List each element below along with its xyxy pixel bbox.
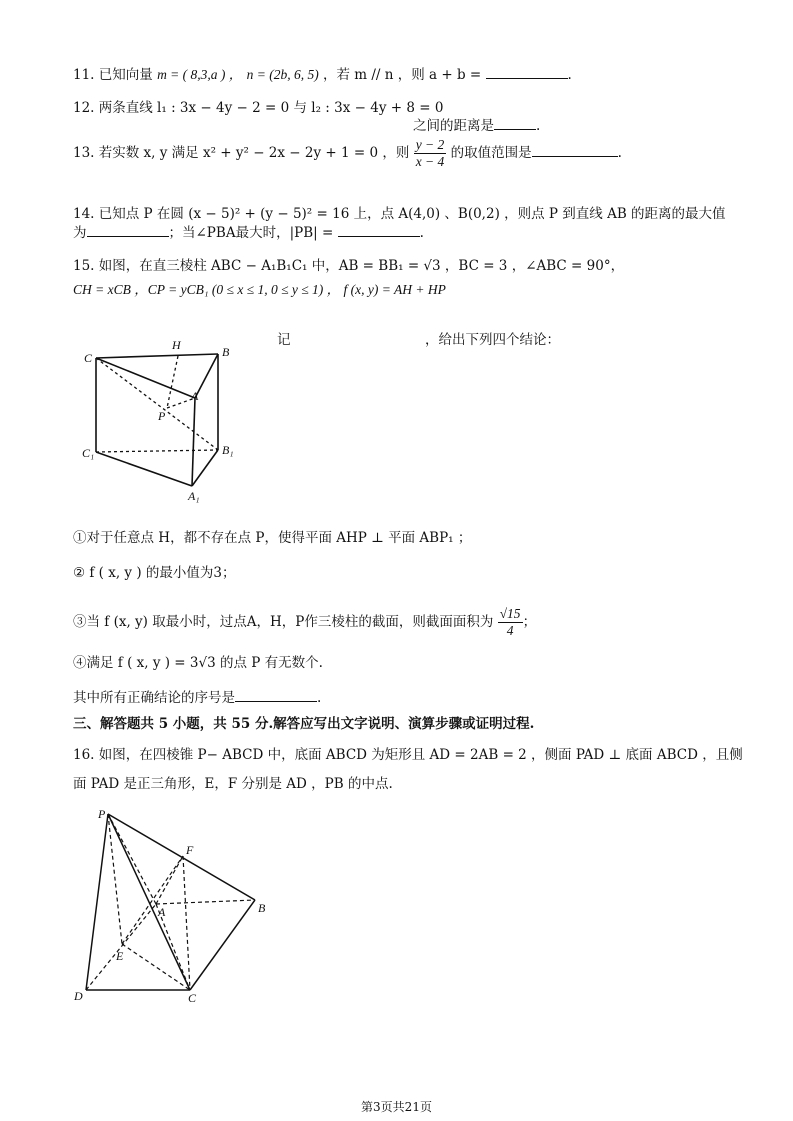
q15-statement: 15. 如图，在直三棱柱 ABC − A₁B₁C₁ 中，AB = BB₁ = √3 ，BC = 3 ，∠ABC = 90°， (73, 258, 625, 274)
question-15-line3b (425, 330, 733, 350)
label-P: P (158, 409, 166, 423)
question-16-line1 (73, 745, 743, 765)
conclusion-4-text: ④满足 f ( x, y ) = 3√3 的点 P 有无数个. (73, 655, 323, 671)
label-A: A (158, 905, 166, 919)
q11-m-vector: m = ( 8,3,a ) ， (157, 67, 243, 82)
q13-fraction-denominator: x − 4 (415, 154, 445, 169)
question-11 (73, 64, 733, 85)
label-B: B (258, 901, 266, 915)
edge-a1b1 (192, 450, 218, 486)
question-15-line1 (73, 256, 733, 276)
label-D: D (74, 989, 83, 1003)
q11-n-vector: n = (2b, 6, 5) (246, 67, 319, 82)
label-C1: C₁ (82, 446, 95, 460)
label-B: B (222, 345, 230, 359)
q14-answer-blank-2[interactable] (338, 222, 420, 237)
section-3-heading (73, 714, 733, 734)
edge-af-hidden (156, 856, 183, 904)
q15-conclusion-2 (73, 563, 733, 583)
section-3-text: 三、解答题共 5 小题，共 55 分.解答应写出文字说明、演算步骤或证明过程. (73, 716, 535, 732)
conclusion-3-denominator: 4 (506, 623, 514, 638)
q12-answer-blank[interactable] (494, 115, 536, 130)
q15-conclusion-3 (73, 602, 733, 642)
edge-pe-hidden (108, 814, 122, 944)
edge-pc (108, 814, 190, 990)
q15-ask-text: 其中所有正确结论的序号是 (73, 690, 235, 706)
q11-answer-blank[interactable] (486, 64, 568, 79)
edge-pd (86, 814, 108, 990)
q11-condition: ，若 m // n ，则 a + b = (323, 67, 482, 83)
q15-ji: 记 (277, 332, 291, 348)
q14-second-part: ；当∠PBA最大时，|PB| = (168, 225, 334, 241)
edge-ab (195, 354, 218, 398)
q15-definitions: CH = xCB ，CP = yCB₁ (0 ≤ x ≤ 1, 0 ≤ y ≤ 1) ， f (x, y) = AH + HP (73, 282, 446, 297)
page-footer (0, 1098, 793, 1115)
q13-period: . (617, 145, 622, 161)
edge-da-hidden (86, 904, 156, 990)
label-P: P (98, 808, 106, 821)
q15-answer-blank[interactable] (235, 687, 317, 702)
q13-range-text: 的取值范围是 (450, 145, 532, 161)
edge-cb (190, 900, 255, 990)
q11-intro: 11. 已知向量 (73, 67, 153, 83)
label-A1: A₁ (188, 489, 200, 503)
page-number: 第3页共21页 (361, 1100, 432, 1114)
edge-c1a1 (96, 452, 192, 486)
question-15-line2 (73, 280, 733, 300)
conclusion-3-tail: ； (522, 614, 537, 630)
label-H: H (172, 338, 181, 352)
q15-ask (73, 687, 733, 708)
q13-condition: 13. 若实数 x, y 满足 x² + y² − 2x − 2y + 1 = 0 ，则 (73, 145, 410, 161)
q15-period: . (317, 690, 322, 706)
conclusion-2-text: ② f ( x, y ) 的最小值为3； (73, 565, 236, 581)
edge-ef-hidden (122, 856, 183, 944)
segment-hp (167, 356, 178, 408)
q16-statement-2: 面 PAD 是正三角形，E，F 分别是 AD ，PB 的中点. (73, 776, 393, 792)
label-F: F (186, 843, 194, 857)
edge-c1b1-hidden (96, 450, 218, 452)
question-13 (73, 135, 733, 171)
q11-period: . (567, 67, 572, 83)
q14-prefix: 为 (73, 225, 87, 241)
q14-period: . (419, 225, 424, 241)
q15-conclusions-intro: ，给出下列四个结论： (425, 332, 560, 348)
q14-statement: 14. 已知点 P 在圆 (x − 5)² + (y − 5)² = 16 上，点 A(4,0) 、B(0,2) ，则点 P 到直线 AB 的距离的最大值 (73, 206, 726, 222)
q13-fraction-numerator: y − 2 (415, 137, 445, 152)
diagonal-cb1 (96, 358, 218, 450)
edge-pb (108, 814, 255, 900)
question-16-line2 (73, 774, 733, 794)
q16-statement-1: 16. 如图，在四棱锥 P− ABCD 中，底面 ABCD 为矩形且 AD = 2AB = 2 ，侧面 PAD ⊥ 底面 ABCD ，且侧 (73, 747, 743, 763)
edge-fc-hidden (183, 856, 190, 990)
q13-fraction (414, 137, 447, 170)
prism-figure (80, 338, 250, 508)
label-A: A (191, 389, 199, 403)
question-12-cont (413, 115, 733, 136)
q13-answer-blank[interactable] (532, 142, 618, 157)
conclusion-3-fraction (498, 606, 523, 639)
q15-conclusion-4 (73, 653, 733, 673)
q12-period: . (536, 118, 541, 134)
q14-answer-blank-1[interactable] (87, 222, 169, 237)
conclusion-3-numerator: √15 (499, 606, 521, 621)
label-C: C (84, 351, 93, 365)
conclusion-3-text: ③当 f (x, y) 取最小时，过点A，H，P作三棱柱的截面，则截面面积为 (73, 614, 494, 630)
question-14-line1 (73, 204, 733, 224)
conclusion-1-text: ①对于任意点 H，都不存在点 P，使得平面 AHP ⊥ 平面 ABP₁ ； (73, 530, 472, 546)
edge-aa1 (192, 398, 195, 486)
edge-cb (96, 354, 218, 358)
pyramid-figure (70, 808, 270, 1003)
edge-ca (96, 358, 195, 398)
edge-ab-hidden (156, 900, 255, 904)
label-E: E (116, 949, 124, 963)
q15-conclusion-1 (73, 528, 733, 548)
label-C: C (188, 991, 197, 1003)
question-14-line2 (73, 222, 733, 243)
q12-distance-text: 之间的距离是 (413, 118, 494, 134)
label-B1: B₁ (222, 443, 234, 457)
q12-lines: 12. 两条直线 l₁ : 3x − 4y − 2 = 0 与 l₂ : 3x − 4y + 8 = 0 (73, 100, 444, 116)
